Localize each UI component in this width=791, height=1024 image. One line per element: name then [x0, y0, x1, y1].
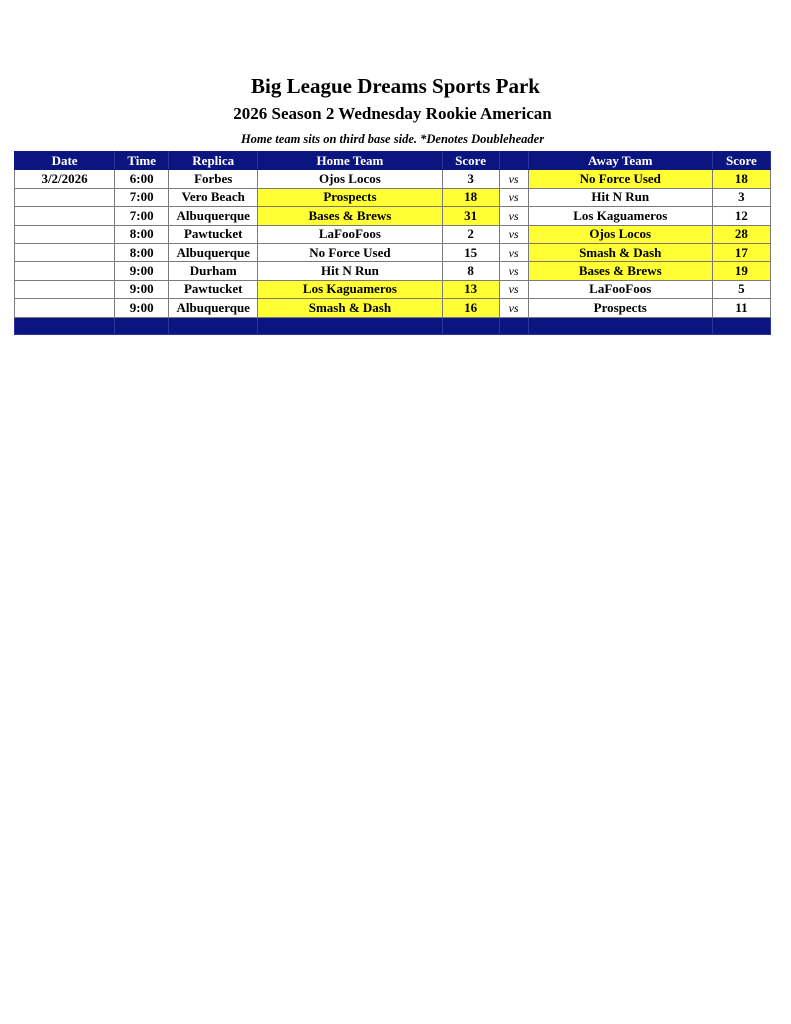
table-row: [15, 170, 771, 188]
cell-home-score: 16: [442, 299, 499, 317]
cell-away-score: 18: [712, 170, 770, 188]
footer-cell: [169, 317, 258, 334]
cell-time: 8:00: [115, 225, 169, 243]
page-title: Big League Dreams Sports Park: [251, 74, 540, 98]
cell-home-score: 18: [442, 188, 499, 206]
schedule-table: [14, 151, 771, 335]
column-header-home-team: Home Team: [258, 152, 442, 170]
cell-time: 6:00: [115, 170, 169, 188]
cell-vs: vs: [499, 170, 528, 188]
footer-cell: [712, 317, 770, 334]
cell-vs: vs: [499, 225, 528, 243]
footer-cell: [442, 317, 499, 334]
column-header-replica: Replica: [169, 152, 258, 170]
cell-home-score: 3: [442, 170, 499, 188]
table-header-row: [15, 152, 771, 170]
cell-away-score: 12: [712, 207, 770, 225]
cell-away-team: LaFooFoos: [528, 280, 712, 298]
cell-home-team: Bases & Brews: [258, 207, 442, 225]
cell-home-team: Prospects: [258, 188, 442, 206]
cell-vs: vs: [499, 280, 528, 298]
cell-home-score: 15: [442, 243, 499, 261]
cell-vs: vs: [499, 188, 528, 206]
cell-away-score: 5: [712, 280, 770, 298]
column-header-date: Date: [15, 152, 115, 170]
column-header-time: Time: [115, 152, 169, 170]
cell-time: 7:00: [115, 188, 169, 206]
cell-vs: vs: [499, 207, 528, 225]
cell-time: 9:00: [115, 299, 169, 317]
footer-cell: [15, 317, 115, 334]
cell-home-score: 13: [442, 280, 499, 298]
cell-home-score: 8: [442, 262, 499, 280]
cell-away-team: Prospects: [528, 299, 712, 317]
cell-home-team: No Force Used: [258, 243, 442, 261]
cell-time: 9:00: [115, 280, 169, 298]
cell-home-team: Hit N Run: [258, 262, 442, 280]
schedule-rows: [15, 170, 771, 334]
cell-time: 7:00: [115, 207, 169, 225]
table-row: [15, 262, 771, 280]
cell-away-team: No Force Used: [528, 170, 712, 188]
cell-date: [15, 188, 115, 206]
cell-time: 8:00: [115, 243, 169, 261]
column-header-home-score: Score: [442, 152, 499, 170]
cell-home-team: Ojos Locos: [258, 170, 442, 188]
footer-cell: [258, 317, 442, 334]
cell-home-score: 2: [442, 225, 499, 243]
cell-away-score: 19: [712, 262, 770, 280]
cell-time: 9:00: [115, 262, 169, 280]
page-subtitle: 2026 Season 2 Wednesday Rookie American: [233, 104, 552, 123]
cell-home-team: Smash & Dash: [258, 299, 442, 317]
column-header-vs: [499, 152, 528, 170]
cell-replica: Pawtucket: [169, 280, 258, 298]
cell-away-team: Hit N Run: [528, 188, 712, 206]
cell-vs: vs: [499, 262, 528, 280]
table-row: [15, 299, 771, 317]
cell-date: [15, 207, 115, 225]
cell-vs: vs: [499, 243, 528, 261]
cell-away-score: 28: [712, 225, 770, 243]
cell-date: [15, 280, 115, 298]
footer-cell: [115, 317, 169, 334]
footer-cell: [528, 317, 712, 334]
cell-date: [15, 225, 115, 243]
table-footer-bar: [15, 317, 771, 334]
cell-replica: Albuquerque: [169, 207, 258, 225]
table-row: [15, 280, 771, 298]
cell-replica: Pawtucket: [169, 225, 258, 243]
cell-date: 3/2/2026: [15, 170, 115, 188]
cell-home-team: Los Kaguameros: [258, 280, 442, 298]
table-row: [15, 243, 771, 261]
cell-date: [15, 262, 115, 280]
cell-replica: Vero Beach: [169, 188, 258, 206]
cell-replica: Albuquerque: [169, 243, 258, 261]
cell-date: [15, 299, 115, 317]
cell-replica: Durham: [169, 262, 258, 280]
cell-away-team: Los Kaguameros: [528, 207, 712, 225]
cell-replica: Albuquerque: [169, 299, 258, 317]
cell-home-team: LaFooFoos: [258, 225, 442, 243]
cell-away-team: Bases & Brews: [528, 262, 712, 280]
doubleheader-note: Home team sits on third base side. *Denotes Doubleheader: [240, 132, 545, 146]
table-row: [15, 225, 771, 243]
cell-home-score: 31: [442, 207, 499, 225]
cell-away-score: 11: [712, 299, 770, 317]
cell-vs: vs: [499, 299, 528, 317]
cell-away-team: Smash & Dash: [528, 243, 712, 261]
table-row: [15, 207, 771, 225]
cell-away-score: 17: [712, 243, 770, 261]
column-header-away-score: Score: [712, 152, 770, 170]
cell-replica: Forbes: [169, 170, 258, 188]
cell-away-team: Ojos Locos: [528, 225, 712, 243]
column-header-away-team: Away Team: [528, 152, 712, 170]
cell-away-score: 3: [712, 188, 770, 206]
cell-date: [15, 243, 115, 261]
footer-cell: [499, 317, 528, 334]
table-row: [15, 188, 771, 206]
